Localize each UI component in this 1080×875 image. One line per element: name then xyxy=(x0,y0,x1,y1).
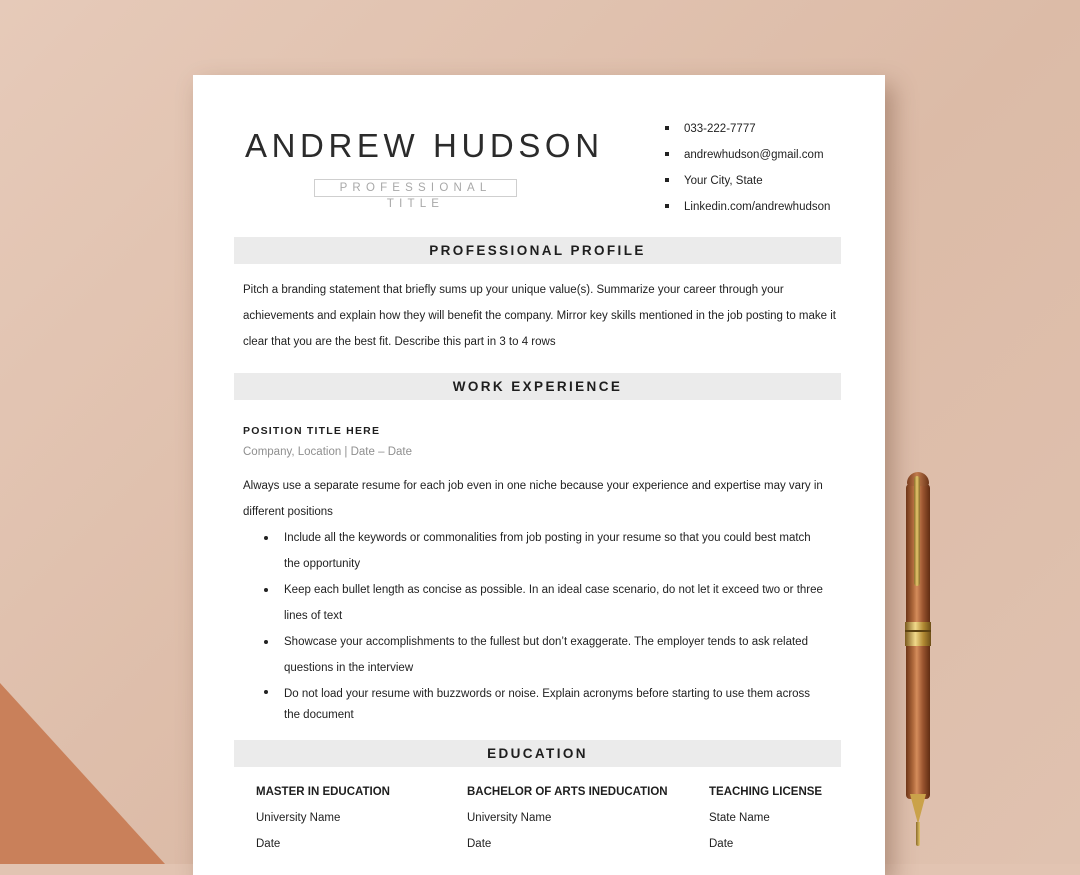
education-date: Date xyxy=(709,838,734,850)
work-bullet: Include all the keywords or commonalities from job posting in your resume so that you could best match the opportunity xyxy=(284,525,824,577)
education-institution: University Name xyxy=(256,812,341,824)
pen-center-ring xyxy=(905,622,931,646)
education-degree: MASTER IN EDUCATION xyxy=(256,786,390,798)
ballpoint-pen-icon xyxy=(905,472,935,852)
pen-tip-cone xyxy=(910,794,926,824)
contact-phone: 033-222-7777 xyxy=(663,120,830,146)
professional-title: PROFESSIONAL TITLE xyxy=(314,179,517,197)
contact-linkedin: Linkedin.com/andrewhudson xyxy=(663,198,830,224)
education-entry xyxy=(467,784,677,862)
contact-location: Your City, State xyxy=(663,172,830,198)
work-bullet: Showcase your accomplishments to the fullest but don’t exaggerate. The employer tends to ask related questions in the interview xyxy=(284,629,824,681)
education-degree: BACHELOR OF ARTS INEDUCATION xyxy=(467,786,668,798)
company-line: Company, Location | Date – Date xyxy=(243,446,412,458)
position-title: POSITION TITLE HERE xyxy=(243,425,381,437)
contact-list xyxy=(663,120,830,224)
education-degree: TEACHING LICENSE xyxy=(709,786,823,798)
profile-text: Pitch a branding statement that briefly sums up your unique value(s). Summarize your career through your achievements and explain how they will benefit the company. Mirror key skills mentioned in the job posting to make it clear that you are the best fit. Describe this part in 3 to 4 rows xyxy=(243,284,836,348)
section-heading-education: EDUCATION xyxy=(234,740,841,767)
work-intro: Always use a separate resume for each job even in one niche because your experience and expertise may vary in different positions xyxy=(243,480,823,518)
resume-name: ANDREW HUDSON xyxy=(245,127,604,164)
section-heading-profile: PROFESSIONAL PROFILE xyxy=(234,237,841,264)
education-institution: State Name xyxy=(709,812,770,824)
education-entry xyxy=(256,784,466,862)
education-date: Date xyxy=(256,838,281,850)
work-bullet: Do not load your resume with buzzwords or noise. Explain acronyms before starting to use them across the document xyxy=(284,681,824,726)
section-heading-work: WORK EXPERIENCE xyxy=(234,373,841,400)
corner-accent-shape xyxy=(0,683,165,864)
pen-clip xyxy=(914,476,920,586)
education-date: Date xyxy=(467,838,492,850)
education-entry xyxy=(709,784,869,862)
work-bullet-list xyxy=(284,525,824,726)
education-institution: University Name xyxy=(467,812,552,824)
work-bullet: Keep each bullet length as concise as possible. In an ideal case scenario, do not let it exceed two or three lines of text xyxy=(284,577,824,629)
resume-page xyxy=(193,75,885,875)
contact-email: andrewhudson@gmail.com xyxy=(663,146,830,172)
pen-tip-point xyxy=(916,822,920,846)
